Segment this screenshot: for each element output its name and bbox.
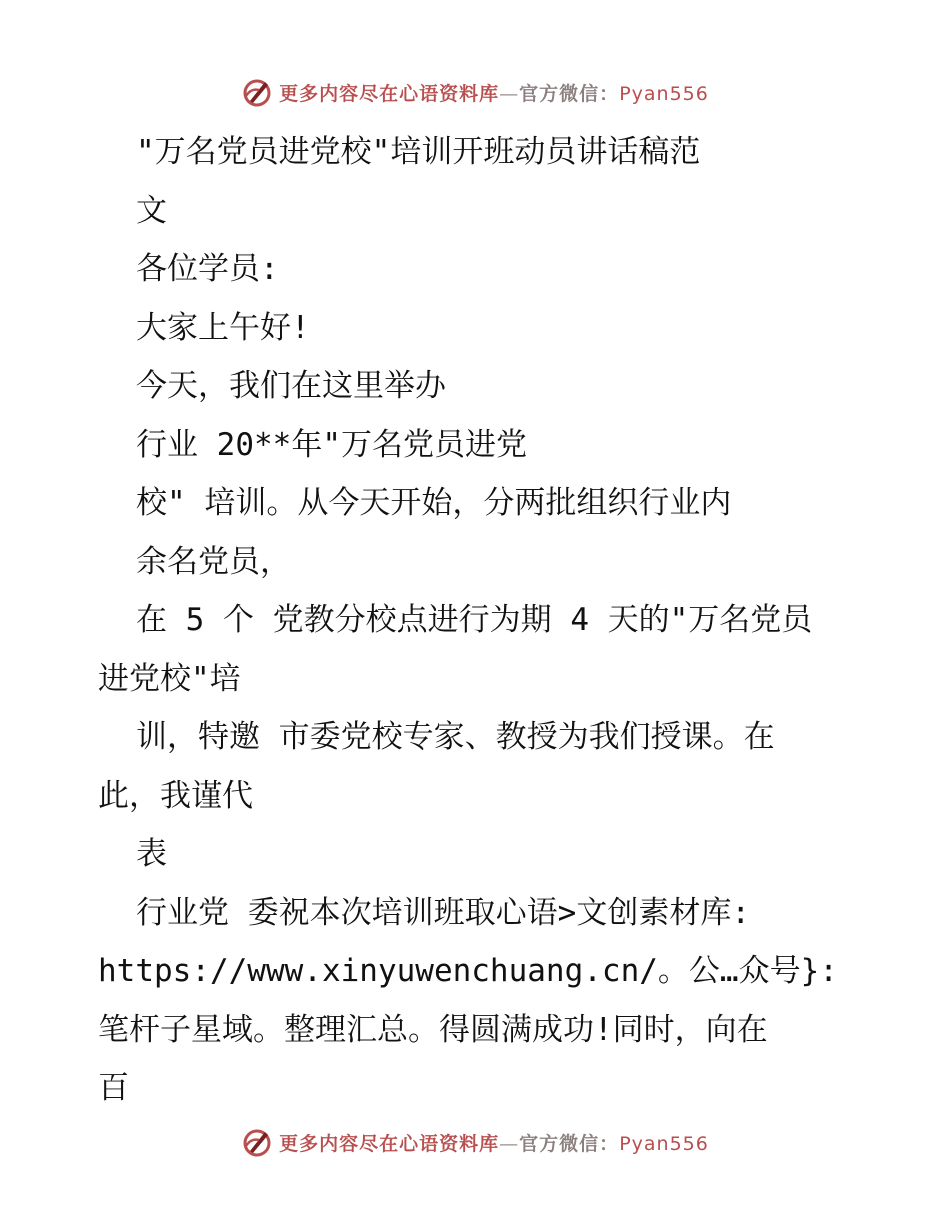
document-line: 今天，我们在这里举办 bbox=[136, 368, 446, 404]
quill-seal-icon bbox=[241, 76, 273, 108]
document-line: https://www.xinyuwenchuang.cn/。公…众号}: bbox=[98, 953, 838, 989]
quill-seal-icon bbox=[241, 1126, 273, 1158]
banner-text bbox=[279, 79, 709, 106]
document-line: 行业 20**年"万名党员进党 bbox=[136, 426, 527, 463]
document-line: 余名党员， bbox=[136, 543, 291, 580]
footer-watermark-banner bbox=[0, 1122, 950, 1162]
banner-main-text: 更多内容尽在心语资料库 bbox=[279, 1132, 500, 1155]
document-body bbox=[98, 123, 898, 1118]
document-line: 百 bbox=[98, 1070, 129, 1106]
document-line: 文 bbox=[136, 192, 167, 229]
banner-wechat-label: 官方微信： bbox=[519, 82, 620, 105]
document-line: 笔杆子星域。整理汇总。得圆满成功!同时，向在 bbox=[98, 1011, 768, 1048]
document-line: 大家上午好! bbox=[136, 309, 310, 346]
banner-text bbox=[279, 1129, 709, 1156]
document-line: 表 bbox=[136, 836, 167, 872]
document-line: 进党校"培 bbox=[98, 660, 241, 697]
header-watermark-banner bbox=[0, 72, 950, 112]
banner-main-text: 更多内容尽在心语资料库 bbox=[279, 82, 500, 105]
document-line: 校" 培训。从今天开始，分两批组织行业内 bbox=[136, 485, 732, 521]
document-line: 在 5 个 党教分校点进行为期 4 天的"万名党员 bbox=[136, 602, 813, 638]
document-line: 训，特邀 市委党校专家、教授为我们授课。在 bbox=[136, 719, 775, 755]
document-line: "万名党员进党校"培训开班动员讲话稿范 bbox=[136, 134, 701, 170]
document-line: 行业党 委祝本次培训班取心语>文创素材库: bbox=[136, 894, 750, 931]
banner-dash: — bbox=[499, 82, 520, 105]
document-line: 此，我谨代 bbox=[98, 777, 253, 814]
document-line: 各位学员: bbox=[136, 251, 279, 287]
banner-dash: — bbox=[499, 1132, 520, 1155]
banner-wechat-id: Pyan556 bbox=[619, 1132, 709, 1155]
banner-wechat-id: Pyan556 bbox=[619, 82, 709, 105]
banner-wechat-label: 官方微信： bbox=[519, 1132, 620, 1155]
